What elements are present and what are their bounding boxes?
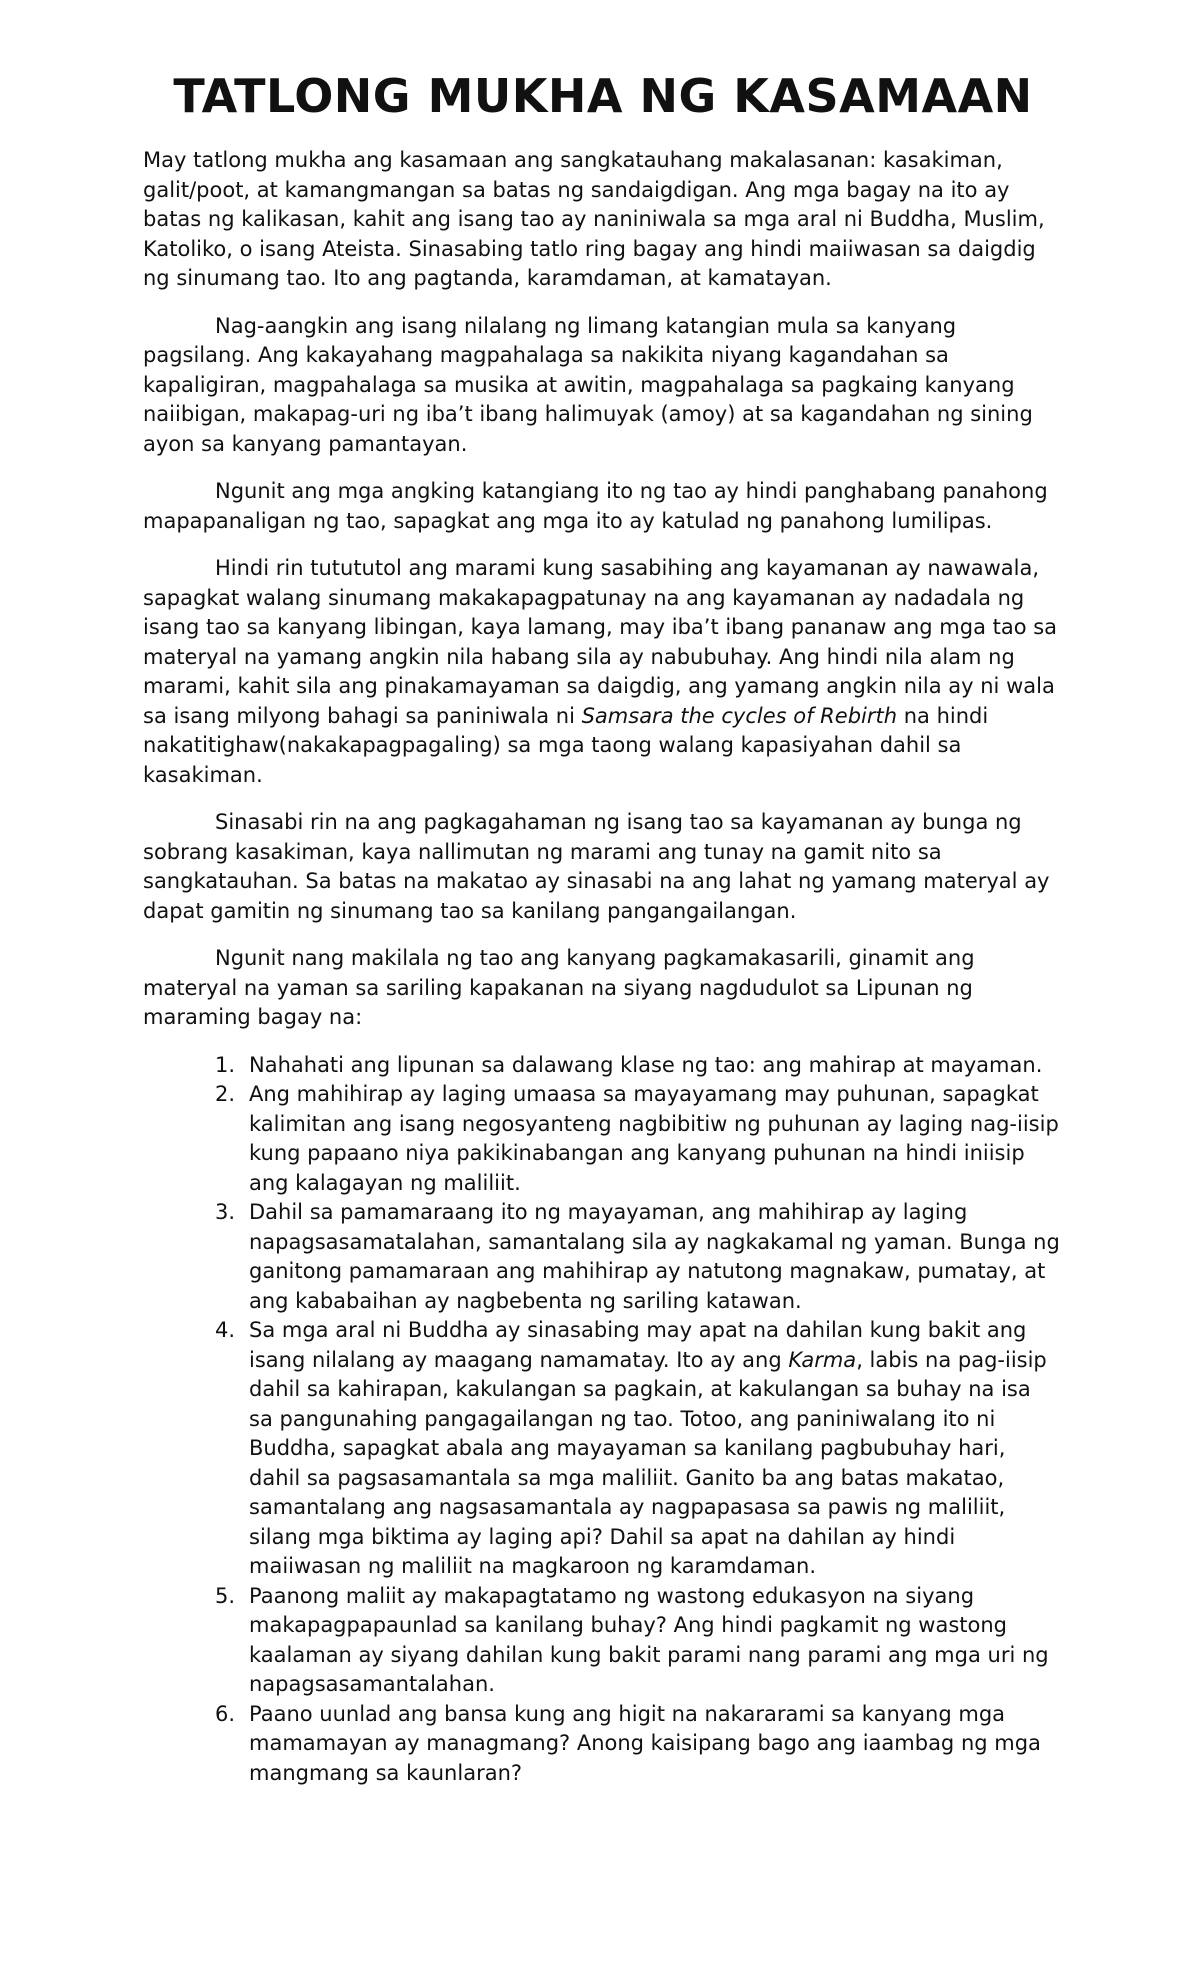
paragraph-intro: May tatlong mukha ang kasamaan ang sangkatauhang makalasanan: kasakiman, galit/poot, at kamangmangan sa batas ng sandaigdigan. Ang mga bagay na ito ay batas ng kalikasan, kahit ang isang tao ay naniniwala sa mga aral ni Buddha, Muslim, Katoliko, o isang Ateista. Sinasabing tatlo ring bagay ang hindi maiiwasan sa daigdig ng sinumang tao. Ito ang pagtanda, karamdaman, at kamatayan. [143,148,1045,290]
list-number: 4. [214,1318,235,1342]
paragraph-fleeting-qualities: Ngunit ang mga angking katangiang ito ng tao ay hindi panghabang panahong mapapanaligan ng tao, sapagkat ang mga ito ay katulad ng panahong lumilipas. [143,479,1048,533]
list-item-text: Paano uunlad ang bansa kung ang higit na nakararami sa kanyang mga mamamayan ay managmang? Anong kaisipang bago ang iaambag ng mga mangmang sa kaunlaran? [249,1701,1041,1785]
document-page [143,68,1063,1788]
document-title: TATLONG MUKHA NG KASAMAAN [173,69,1033,123]
list-item [143,1700,1063,1789]
list-item-text: Nahahati ang lipunan sa dalawang klase ng tao: ang mahirap at mayaman. [249,1052,1043,1077]
list-item [143,1316,1063,1582]
samsara-emphasis: Samsara the cycles of Rebirth [581,703,898,728]
effects-list [143,1051,1063,1789]
paragraph-selfishness: Ngunit nang makilala ng tao ang kanyang pagkamakasarili, ginamit ang materyal na yaman sa sariling kapakanan na siyang nagdudulot sa Lipunan ng maraming bagay na: [143,946,975,1029]
list-item [143,1051,1063,1081]
list-item-text [249,1316,1061,1582]
list-item-text: Ang mahihirap ay laging umaasa sa mayayamang may puhunan, sapagkat kalimitan ang isang negosyanteng nagbibitiw ng puhunan ay laging nag-iisip kung papaano niya pakikinabangan ang kanyang puhunan na hindi iniisip ang kalagayan ng maliliit. [249,1082,1059,1195]
karma-emphasis: Karma [788,1347,857,1372]
paragraph-wealth-text-a: Hindi rin tutututol ang marami kung sasabihing ang kayamanan ay nawawala, sapagkat walang sinumang makakapagpatunay na ang kayamanan ay nadadala ng isang tao sa kanyang libingan, kaya lamang, may iba’t ibang pananaw ang mga tao sa materyal na yamang angkin nila habang sila ay nabubuhay. Ang hindi nila alam ng marami, kahit sila ang pinakamayaman sa daigdig, ang yamang angkin nila ay ni wala sa isang milyong bahagi sa paniniwala ni [143,556,1058,728]
list-item [143,1582,1063,1700]
list-item-text-a: Sa mga aral ni Buddha ay sinasabing may apat na dahilan kung bakit ang isang nilalang ay maagang namamatay. Ito ay ang [249,1318,1027,1372]
paragraph-wealth [143,554,1063,790]
list-item [143,1080,1063,1198]
list-number: 3. [214,1200,235,1224]
list-number: 6. [214,1701,235,1726]
paragraph-greed: Sinasabi rin na ang pagkagahaman ng isang tao sa kayamanan ay bunga ng sobrang kasakiman, kaya nallimutan ng marami ang tunay na gamit nito sa sangkatauhan. Sa batas na makatao ay sinasabi na ang lahat ng yamang materyal ay dapat gamitin ng sinumang tao sa kanilang pangangailangan. [143,810,1050,923]
list-number: 5. [214,1583,235,1608]
list-item-text: Dahil sa pamamaraang ito ng mayayaman, ang mahihirap ay laging napagsasamatalahan, samantalang sila ay nagkakamal ng yaman. Bunga ng ganitong pamamaraan ang mahihirap ay natutong magnakaw, pumatay, at ang kababaihan ay nagbebenta ng sariling katawan. [249,1200,1060,1313]
list-item [143,1198,1063,1316]
list-item-text-b: , labis na pag-iisip dahil sa kahirapan, kakulangan sa pagkain, at kakulangan sa buhay na isa sa pangunahing pangagailangan ng tao. Totoo, ang paniniwalang ito ni Buddha, sapagkat abala ang mayayaman sa kanilang pagbubuhay hari, dahil sa pagsasamantala sa mga maliliit. Ganito ba ang batas makatao, samantalang ang nagsasamantala ay nagpapasasa sa pawis ng maliliit, silang mga biktima ay laging api? Dahil sa apat na dahilan ay hindi maiiwasan ng maliliit na magkaroon ng karamdaman. [249,1347,1047,1578]
list-number: 1. [214,1052,235,1077]
paragraph-wealth-text-b: na hindi nakatitighaw(nakakapagpagaling) sa mga taong walang kapasiyahan dahil sa kasakiman. [143,703,989,787]
list-item-text: Paanong maliit ay makapagtatamo ng wastong edukasyon na siyang makapagpapaunlad sa kanilang buhay? Ang hindi pagkamit ng wastong kaalaman ay siyang dahilan kung bakit parami nang parami ang mga uri ng napagsasamantalahan. [249,1583,1049,1696]
paragraph-five-qualities: Nag-aangkin ang isang nilalang ng limang katangian mula sa kanyang pagsilang. Ang kakayahang magpahalaga sa nakikita niyang kagandahan sa kapaligiran, magpahalaga sa musika at awitin, magpahalaga sa pagkaing kanyang naiibigan, makapag-uri ng iba’t ibang halimuyak (amoy) at sa kagandahan ng sining ayon sa kanyang pamantayan. [143,313,1033,456]
list-number: 2. [214,1082,235,1106]
